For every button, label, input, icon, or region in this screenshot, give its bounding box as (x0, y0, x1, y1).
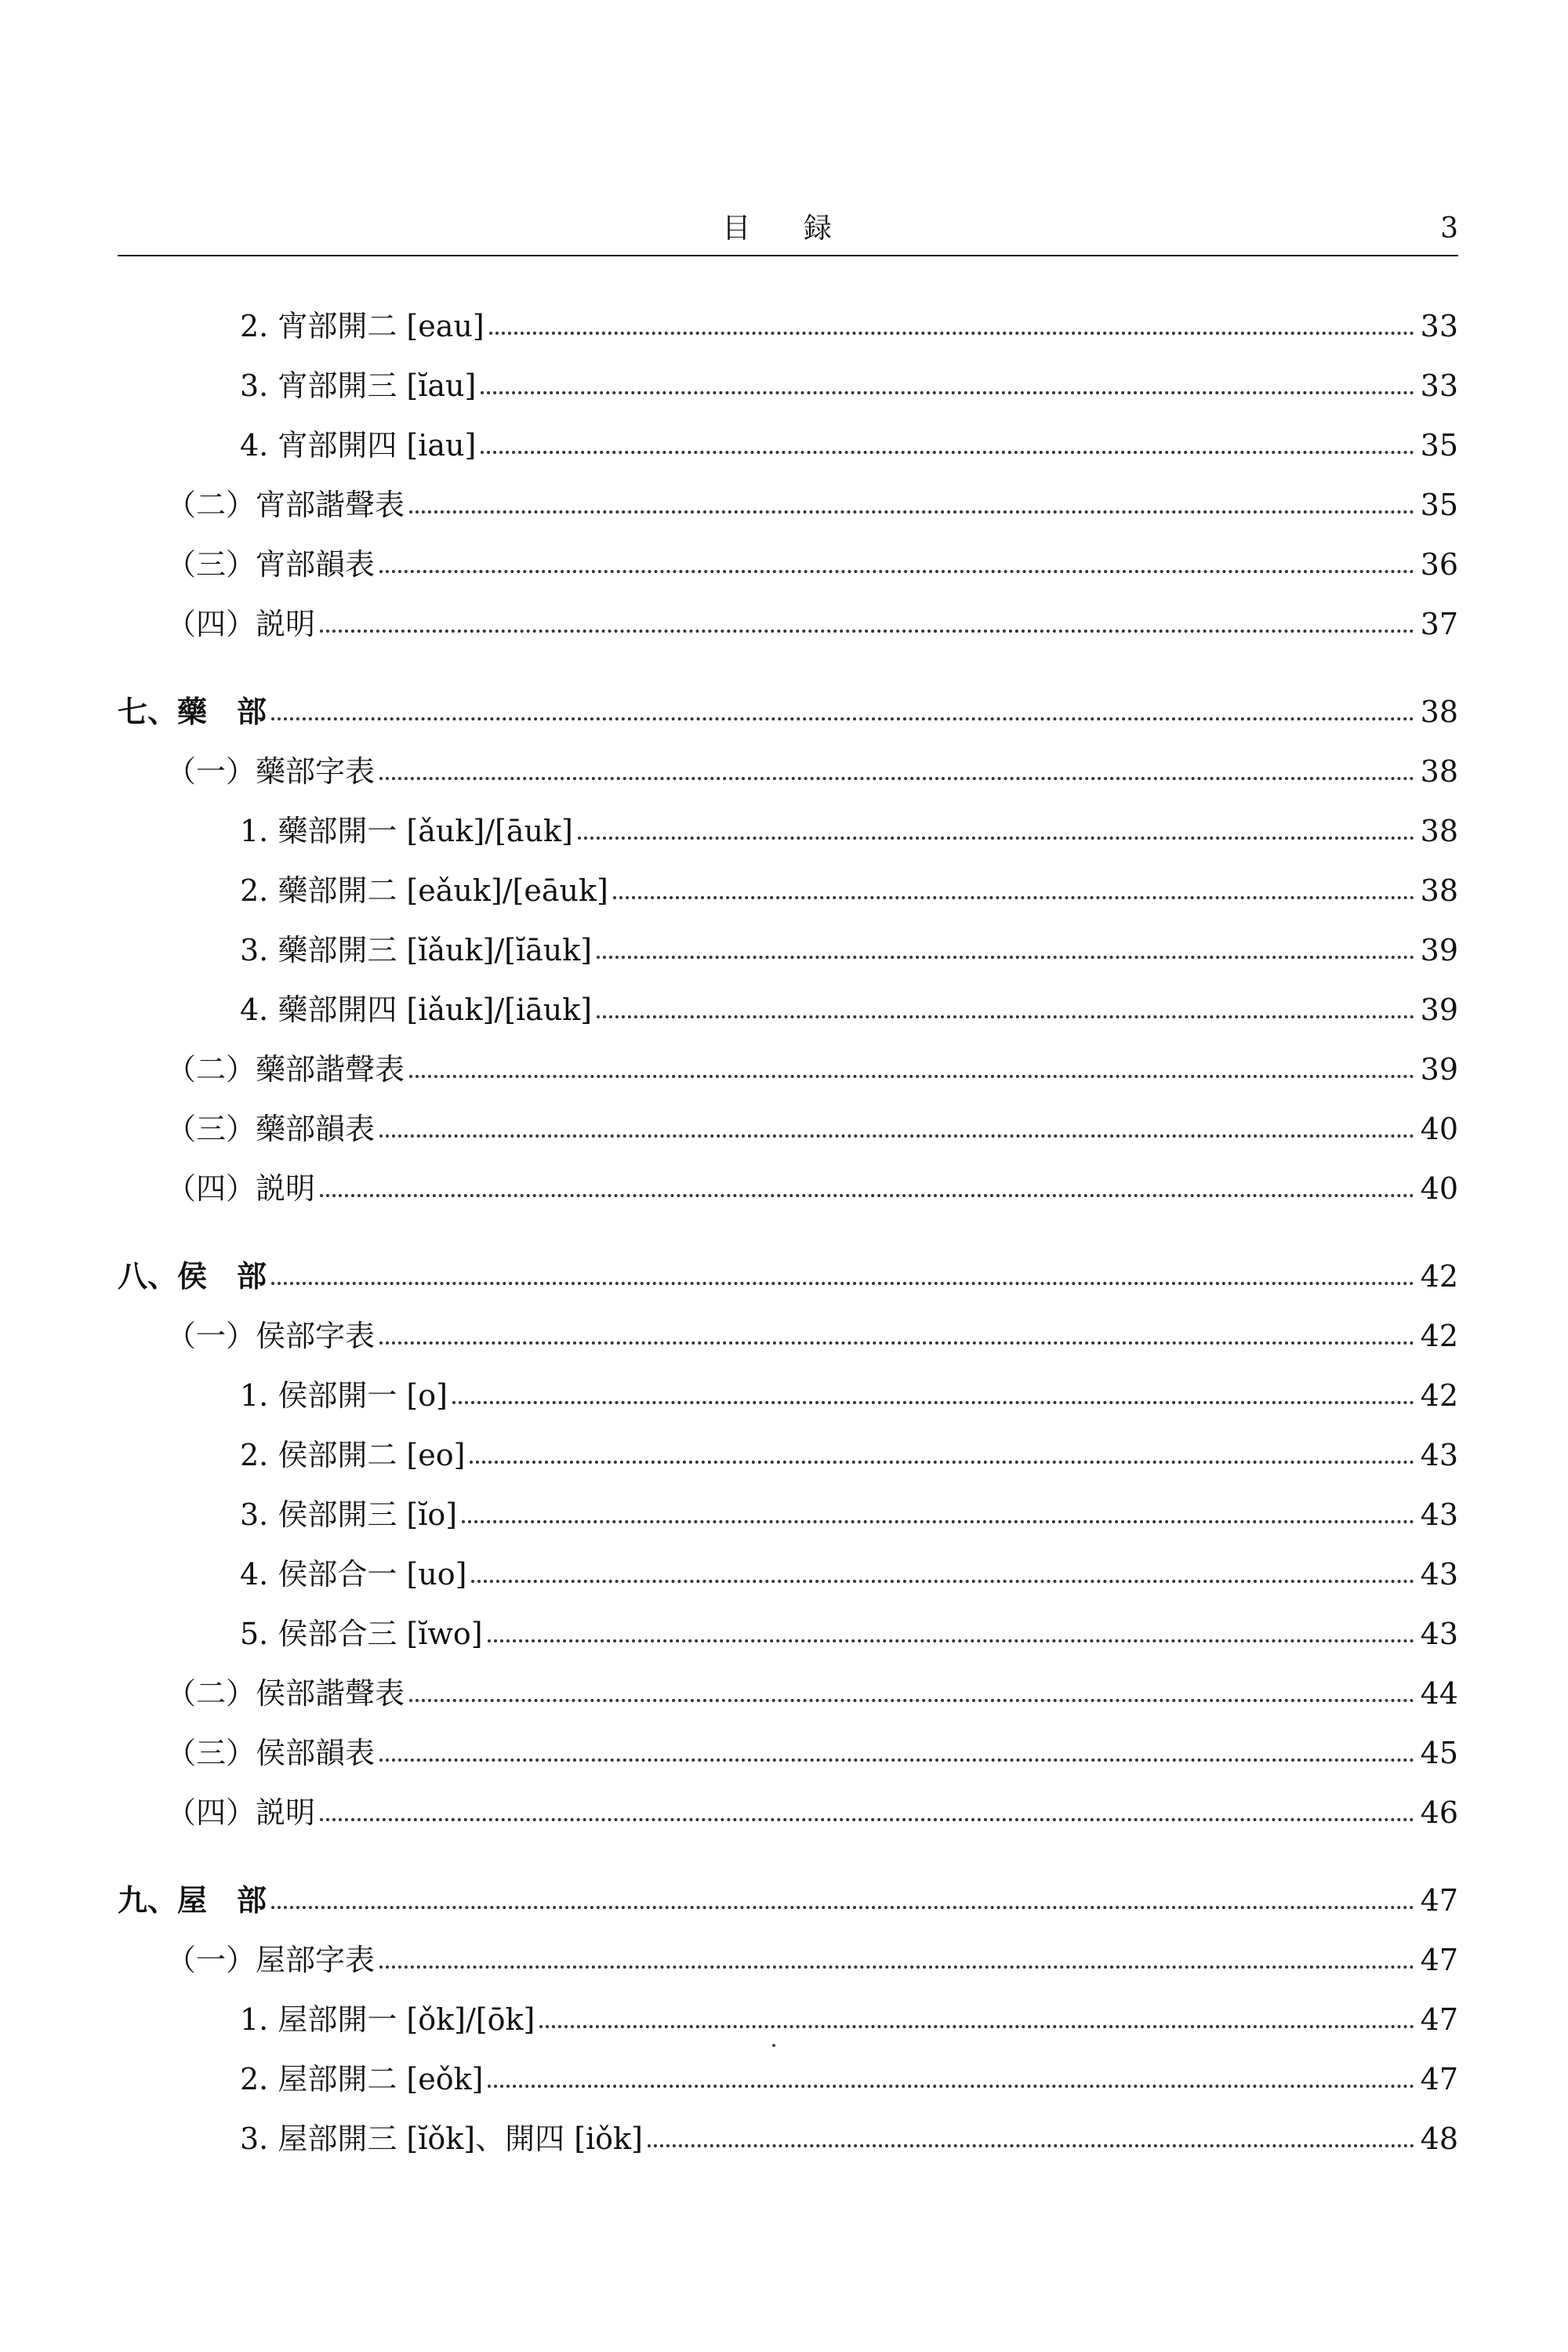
toc-entry-page: 35 (1420, 428, 1458, 463)
dot-leader (539, 2025, 1414, 2028)
toc-entry-label: （一）屋部字表 (166, 1943, 376, 1977)
toc-entry-page: 40 (1420, 1171, 1458, 1206)
toc-entry-page: 47 (1420, 1883, 1458, 1918)
toc-entry-label: 八、侯 部 (118, 1259, 267, 1294)
toc-entry-page: 47 (1420, 1943, 1458, 1977)
toc-subsection-entry (118, 2049, 1458, 2109)
toc-section-entry (118, 1040, 1458, 1099)
toc-section-entry (118, 742, 1458, 801)
dot-leader (578, 837, 1414, 840)
toc-entry-label: （三）宵部韻表 (166, 547, 376, 582)
toc-entry-label: （一）藥部字表 (166, 754, 376, 789)
toc-section-entry (118, 1930, 1458, 1990)
toc-entry-page: 42 (1420, 1378, 1458, 1413)
dot-leader (320, 630, 1414, 633)
toc-entry-page: 39 (1420, 1052, 1458, 1087)
toc-entry-label: （二）宵部諧聲表 (166, 488, 405, 522)
dot-leader (462, 1520, 1414, 1523)
dot-leader (409, 510, 1414, 514)
toc-section-entry (118, 1306, 1458, 1366)
dot-leader (379, 570, 1414, 573)
header-title: 目 録 (722, 212, 854, 245)
toc-entry-label: 2. 侯部開二 [eo] (240, 1438, 466, 1472)
toc-entry-page: 33 (1420, 309, 1458, 343)
toc-entry-label: （四）説明 (166, 1171, 316, 1206)
toc-entry-page: 45 (1420, 1736, 1458, 1770)
toc-entry-page: 33 (1420, 368, 1458, 403)
toc-entry-label: 2. 藥部開二 [eǎuk]/[eāuk] (240, 873, 608, 908)
toc-entry-label: 4. 藥部開四 [iǎuk]/[iāuk] (240, 993, 593, 1027)
table-of-contents (118, 296, 1458, 2169)
dot-leader (597, 1015, 1414, 1018)
toc-entry-label: （三）侯部韻表 (166, 1736, 376, 1770)
dot-leader (488, 2085, 1414, 2088)
dot-leader (271, 717, 1414, 720)
toc-subsection-entry (118, 980, 1458, 1040)
dot-leader (470, 1461, 1414, 1464)
toc-subsection-entry (118, 1544, 1458, 1604)
toc-section-entry (118, 475, 1458, 535)
toc-section-entry (118, 535, 1458, 594)
page-number: 3 (1440, 212, 1458, 245)
dot-leader (379, 1134, 1414, 1138)
toc-entry-label: （二）侯部諧聲表 (166, 1676, 405, 1711)
toc-subsection-entry (118, 920, 1458, 980)
toc-subsection-entry (118, 1366, 1458, 1425)
toc-entry-label: 3. 藥部開三 [ĭǎuk]/[ĭāuk] (240, 933, 593, 967)
dot-leader (489, 332, 1414, 335)
dot-leader (471, 1580, 1414, 1583)
toc-entry-page: 38 (1420, 695, 1458, 729)
dot-leader (409, 1075, 1414, 1078)
toc-subsection-entry (118, 2109, 1458, 2169)
toc-entry-page: 38 (1420, 873, 1458, 908)
toc-subsection-entry (118, 1425, 1458, 1485)
toc-entry-page: 36 (1420, 547, 1458, 582)
toc-entry-page: 39 (1420, 933, 1458, 967)
toc-entry-page: 44 (1420, 1676, 1458, 1711)
toc-section-entry (118, 1159, 1458, 1218)
running-header (118, 205, 1458, 252)
print-speck (772, 2044, 775, 2047)
toc-chapter-entry (118, 1871, 1458, 1930)
toc-entry-label: 1. 藥部開一 [ǎuk]/[āuk] (240, 814, 573, 848)
toc-entry-page: 40 (1420, 1112, 1458, 1146)
toc-section-entry (118, 1783, 1458, 1842)
dot-leader (271, 1282, 1414, 1285)
toc-subsection-entry (118, 861, 1458, 920)
dot-leader (320, 1818, 1414, 1821)
toc-entry-page: 38 (1420, 814, 1458, 848)
dot-leader (597, 956, 1414, 959)
toc-entry-label: （四）説明 (166, 607, 316, 641)
toc-entry-page: 43 (1420, 1497, 1458, 1532)
dot-leader (452, 1401, 1414, 1404)
toc-subsection-entry (118, 801, 1458, 861)
dot-leader (409, 1699, 1414, 1702)
toc-entry-page: 47 (1420, 2062, 1458, 2096)
toc-entry-page: 42 (1420, 1259, 1458, 1294)
header-rule (118, 255, 1458, 256)
toc-entry-page: 46 (1420, 1795, 1458, 1830)
dot-leader (481, 451, 1414, 454)
dot-leader (379, 1965, 1414, 1969)
toc-entry-label: 4. 侯部合一 [uo] (240, 1557, 467, 1592)
dot-leader (379, 1341, 1414, 1345)
toc-subsection-entry (118, 1485, 1458, 1544)
toc-entry-label: 4. 宵部開四 [iau] (240, 428, 477, 463)
toc-entry-label: 3. 宵部開三 [ĭau] (240, 368, 477, 403)
dot-leader (648, 2144, 1414, 2147)
toc-subsection-entry (118, 296, 1458, 356)
toc-entry-page: 47 (1420, 2002, 1458, 2037)
toc-entry-page: 43 (1420, 1617, 1458, 1651)
toc-entry-label: （四）説明 (166, 1795, 316, 1830)
toc-subsection-entry (118, 356, 1458, 416)
toc-section-entry (118, 1099, 1458, 1159)
toc-entry-page: 35 (1420, 488, 1458, 522)
toc-entry-label: 1. 侯部開一 [o] (240, 1378, 448, 1413)
toc-chapter-entry (118, 682, 1458, 742)
toc-subsection-entry (118, 1990, 1458, 2049)
toc-entry-label: 3. 侯部開三 [ĭo] (240, 1497, 458, 1532)
dot-leader (613, 896, 1414, 899)
toc-entry-label: 5. 侯部合三 [ĭwo] (240, 1617, 483, 1651)
toc-entry-label: 2. 屋部開二 [eǒk] (240, 2062, 484, 2096)
dot-leader (379, 777, 1414, 780)
dot-leader (481, 391, 1414, 394)
toc-entry-page: 43 (1420, 1557, 1458, 1592)
toc-entry-label: （二）藥部諧聲表 (166, 1052, 405, 1087)
toc-entry-page: 48 (1420, 2122, 1458, 2156)
toc-subsection-entry (118, 416, 1458, 475)
toc-entry-label: （一）侯部字表 (166, 1319, 376, 1353)
toc-entry-page: 37 (1420, 607, 1458, 641)
toc-entry-page: 43 (1420, 1438, 1458, 1472)
toc-entry-label: 2. 宵部開二 [eau] (240, 309, 485, 343)
toc-entry-label: 3. 屋部開三 [ĭǒk]、開四 [iǒk] (240, 2122, 643, 2156)
toc-entry-label: 七、藥 部 (118, 695, 267, 729)
toc-entry-label: （三）藥部韻表 (166, 1112, 376, 1146)
toc-entry-page: 39 (1420, 993, 1458, 1027)
toc-section-entry (118, 1723, 1458, 1783)
toc-entry-label: 九、屋 部 (118, 1883, 267, 1918)
dot-leader (488, 1639, 1414, 1642)
dot-leader (379, 1759, 1414, 1762)
toc-section-entry (118, 594, 1458, 654)
toc-entry-label: 1. 屋部開一 [ǒk]/[ōk] (240, 2002, 535, 2037)
toc-entry-page: 42 (1420, 1319, 1458, 1353)
toc-section-entry (118, 1664, 1458, 1723)
toc-entry-page: 38 (1420, 754, 1458, 789)
dot-leader (320, 1194, 1414, 1197)
dot-leader (271, 1906, 1414, 1909)
toc-subsection-entry (118, 1604, 1458, 1664)
toc-chapter-entry (118, 1247, 1458, 1306)
